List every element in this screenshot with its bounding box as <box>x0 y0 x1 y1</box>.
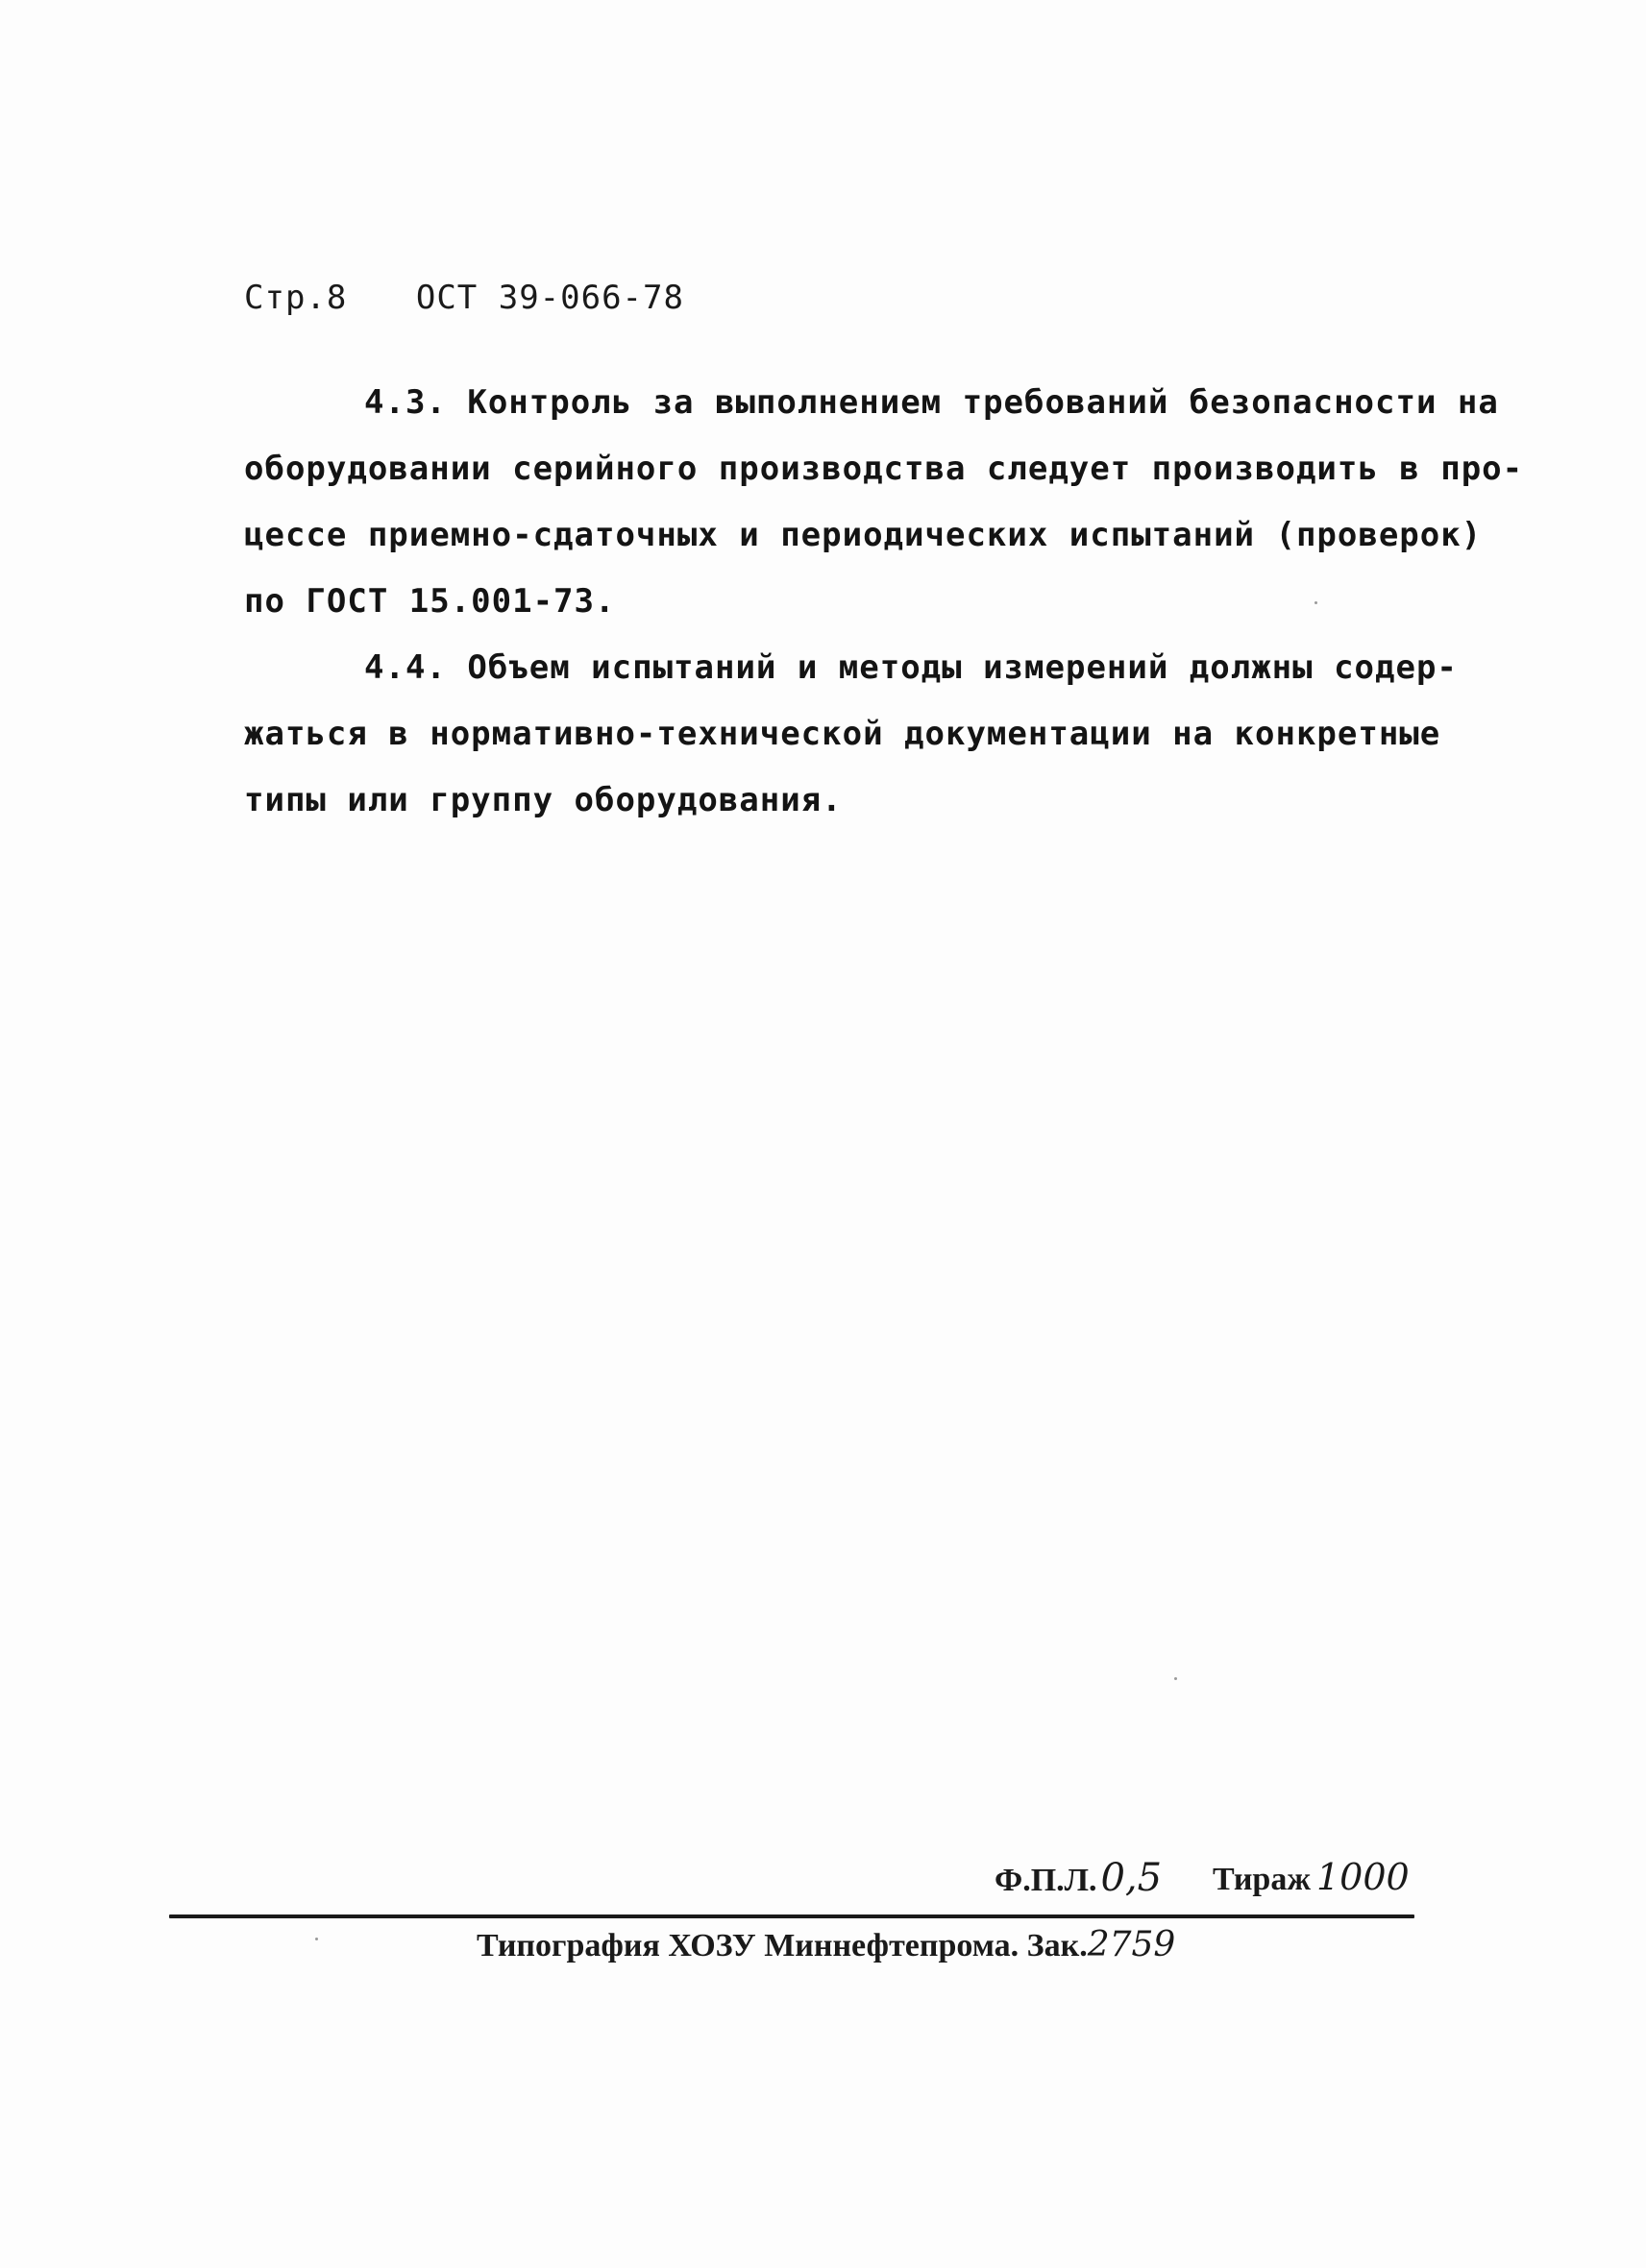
text-line: оборудовании серийного производства следует производить в про- <box>244 450 1524 488</box>
text-line: по ГОСТ 15.001-73. <box>244 582 616 621</box>
document-body <box>244 370 1524 834</box>
text-line: 4.4. Объем испытаний и методы измерений должны содер- <box>364 648 1458 687</box>
printer-imprint <box>477 1925 1175 1964</box>
text-line: жаться в нормативно-технической документации на конкретные <box>244 715 1441 753</box>
text-line: типы или группу оборудования. <box>244 781 843 819</box>
text-line: 4.3. Контроль за выполнением требований безопасности на <box>364 383 1499 422</box>
footer-divider <box>169 1914 1414 1918</box>
printed-sheets <box>995 1856 1162 1900</box>
page-header <box>244 279 684 317</box>
print-run <box>1213 1856 1410 1898</box>
scan-speck <box>315 1938 318 1940</box>
printed-sheets-label: Ф.П.Л. <box>995 1863 1097 1898</box>
print-run-label: Тираж <box>1213 1862 1311 1897</box>
order-number: 2759 <box>1087 1925 1176 1964</box>
text-line: цессе приемно-сдаточных и периодических испытаний (проверок) <box>244 516 1483 554</box>
paragraph-4-4 <box>244 635 1493 834</box>
printed-sheets-value: 0,5 <box>1100 1856 1163 1900</box>
print-run-value: 1000 <box>1315 1856 1410 1898</box>
printer-label: Типография ХОЗУ Миннефтепрома. Зак. <box>477 1928 1088 1963</box>
page-number: Стр.8 <box>244 279 348 317</box>
scan-speck <box>1314 601 1317 604</box>
paragraph-4-3 <box>244 370 1524 635</box>
standard-code: ОСТ 39-066-78 <box>415 279 684 317</box>
scan-speck <box>1174 1677 1177 1680</box>
